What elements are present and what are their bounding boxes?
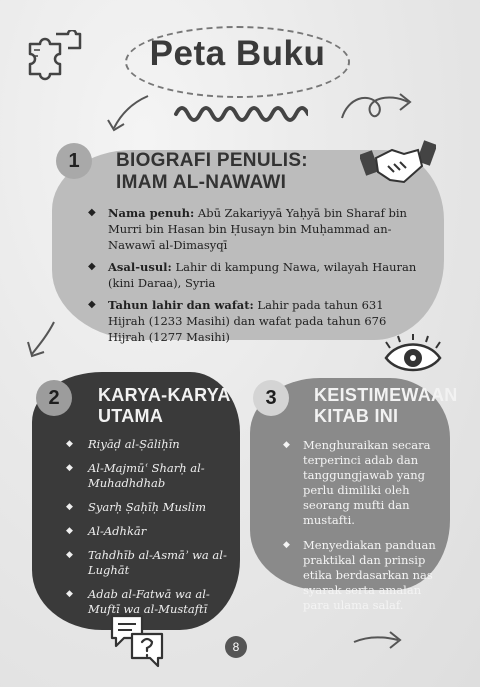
section-2-heading: KARYA-KARYA UTAMA [98,385,230,426]
section-1-number: 1 [56,143,92,179]
arrow-icon [22,318,62,362]
eye-icon [382,334,444,378]
squiggle-icon [172,100,308,122]
list-item: ◆ Riyāḍ al-Ṣāliḥīn [66,437,234,452]
biography-list [88,205,424,351]
section-1-heading: BIOGRAFI PENULIS: IMAM AL-NAWAWI [116,150,308,193]
item-label: Nama penuh: [108,206,195,220]
list-item: ◆ Syarḥ Ṣaḥīḥ Muslim [66,500,234,515]
item-text: Lahir pada tahun 631 Hijrah (1233 Masihi) dan wafat pada tahun 676 Hijrah (1277 Masihi) [108,298,387,344]
features-list [283,438,445,623]
list-item [88,205,424,253]
handshake-icon [360,136,436,192]
puzzle-icon [22,30,84,86]
item-text: Lahir di kampung Nawa, wilayah Hauran (kini Daraa), Syria [108,260,417,290]
section-2-number: 2 [36,380,72,416]
arrow-icon [104,92,154,136]
page-number: 8 [225,636,247,658]
item-label: Tahun lahir dan wafat: [108,298,254,312]
list-item: ◆ Al-Majmūʿ Sharḥ al-Muhadhdhab [66,461,234,491]
section-3-number: 3 [253,380,289,416]
speech-bubbles-icon [106,610,168,670]
list-item: ◆ Adab al-Fatwā wa al-Muftī wa al-Mustaftī [66,587,234,617]
list-item: ◆ Menyediakan panduan praktikal dan prinsip etika berdasarkan nas syarak serta amalan para ulama salaf. [283,538,445,613]
item-text: Abū Zakariyyā Yaḥyā bin Sharaf bin Murri bin Hasan bin Ḥusayn bin Muḥammad an-Nawawī al-Dimasyqī [108,206,407,252]
list-item [88,259,424,291]
works-list [66,437,234,626]
list-item: ◆ Tahdhīb al-Asmāʾ wa al-Lughāt [66,548,234,578]
list-item [88,297,424,345]
section-3-heading: KEISTIMEWAAN KITAB INI [314,385,458,426]
list-item: ◆ Menghuraikan secara terperinci adab dan tanggungjawab yang perlu dimiliki oleh seorang mufti dan mustafti. [283,438,445,528]
page-title: Peta Buku [149,34,326,73]
arrow-icon [338,88,430,138]
item-label: Asal-usul: [108,260,172,274]
list-item: ◆ Al-Adhkār [66,524,234,539]
arrow-icon [350,628,406,652]
